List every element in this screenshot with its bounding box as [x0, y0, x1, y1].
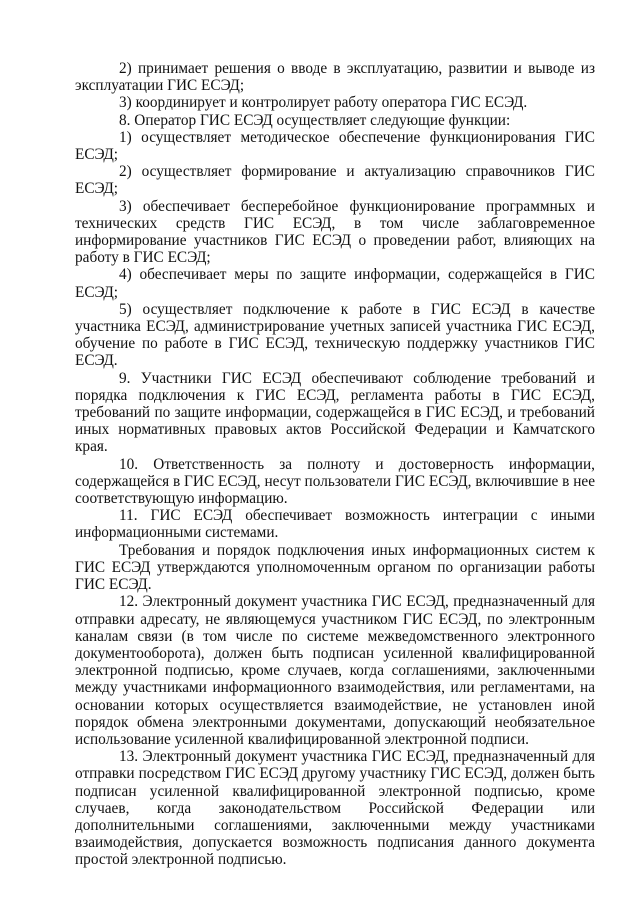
paragraph-8-item-5: 5) осуществляет подключение к работе в ГИС ЕСЭД в качестве участника ЕСЭД, администрирование учетных записей участника ГИС ЕСЭД, обучение по работе в ГИС ЕСЭД, техническую поддержку участников ГИС ЕСЭД. [75, 300, 595, 370]
paragraph-section-9: 9. Участники ГИС ЕСЭД обеспечивают соблюдение требований и порядка подключения к ГИС ЕСЭД, регламента работы в ГИС ЕСЭД, требований по защите информации, содержащейся в ГИС ЕСЭД, и требований иных нормативных правовых актов Российской Федерации и Камчатского края. [75, 369, 595, 456]
paragraph-8-item-3: 3) обеспечивает бесперебойное функционирование программных и технических средств ГИС ЕСЭД, в том числе заблаговременное информирование участников ГИС ЕСЭД о проведении работ, влияющих на работу в ГИС ЕСЭД; [75, 197, 595, 267]
paragraph-item-2-decisions: 2) принимает решения о вводе в эксплуатацию, развитии и выводе из эксплуатации ГИС ЕСЭД; [75, 60, 595, 95]
document-body [75, 60, 595, 869]
paragraph-8-item-4: 4) обеспечивает меры по защите информации, содержащейся в ГИС ЕСЭД; [75, 266, 595, 301]
paragraph-section-11-requirements: Требования и порядок подключения иных информационных систем к ГИС ЕСЭД утверждаются уполномоченным органом по организации работы ГИС ЕСЭД. [75, 541, 595, 594]
paragraph-section-11: 11. ГИС ЕСЭД обеспечивает возможность интеграции с иными информационными системами. [75, 507, 595, 542]
paragraph-section-13: 13. Электронный документ участника ГИС ЕСЭД, предназначенный для отправки посредством ГИС ЕСЭД другому участнику ГИС ЕСЭД, должен быть подписан усиленной квалифицированной электронной подписью, кроме случаев, когда законодательством Российской Федерации или дополнительными соглашениями, заключенными между участниками взаимодействия, допускается возможность подписания данного документа простой электронной подписью. [75, 748, 595, 869]
paragraph-8-item-2: 2) осуществляет формирование и актуализацию справочников ГИС ЕСЭД; [75, 163, 595, 198]
paragraph-section-8: 8. Оператор ГИС ЕСЭД осуществляет следующие функции: [119, 111, 511, 129]
paragraph-section-12: 12. Электронный документ участника ГИС ЕСЭД, предназначенный для отправки адресату, не являющемуся участником ГИС ЕСЭД, по электронным каналам связи (в том числе по системе межведомственного электронного документооборота), должен быть подписан усиленной квалифицированной электронной подписью, кроме случаев, когда соглашениями, заключенными между участниками информационного взаимодействия, или регламентами, на основании которых осуществляется взаимодействие, не установлен иной порядок обмена электронными документами, допускающий необязательное использование усиленной квалифицированной электронной подписи. [75, 593, 595, 748]
paragraph-section-10: 10. Ответственность за полноту и достоверность информации, содержащейся в ГИС ЕСЭД, несут пользователи ГИС ЕСЭД, включившие в нее соответствующую информацию. [75, 455, 595, 508]
paragraph-8-item-1: 1) осуществляет методическое обеспечение функционирования ГИС ЕСЭД; [75, 128, 595, 164]
paragraph-item-3-coordinates: 3) координирует и контролирует работу оператора ГИС ЕСЭД. [119, 94, 528, 112]
